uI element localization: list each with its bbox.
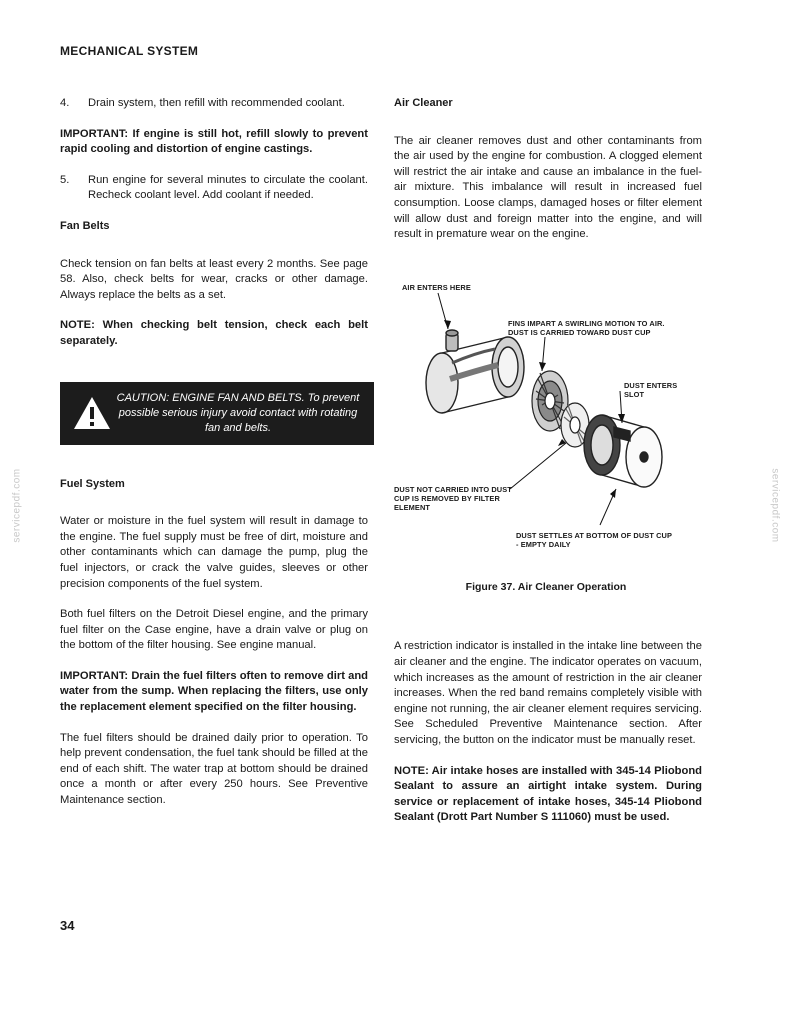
- air-cleaner-heading: Air Cleaner: [394, 97, 453, 109]
- air-cleaner-figure: [390, 275, 700, 580]
- step-5-text: Run engine for several minutes to circulate the coolant. Recheck coolant level. Add coolant if needed.: [88, 173, 368, 202]
- figure-caption: Figure 37. Air Cleaner Operation: [465, 580, 627, 593]
- watermark-right: servicepdf.com: [769, 468, 781, 543]
- air-cleaner-paragraph: The air cleaner removes dust and other contaminants from the air used by the engine for combustion. A clogged element will restrict the air intake and cause an imbalance in the fuel-air mixture. This imbalance will result in increased fuel consumption. Loose clamps, damaged hoses or filter element will allow dust and foreign matter into the engine, and will result in premature wear on the engine.: [394, 134, 702, 241]
- label-air-enters: AIR ENTERS HERE: [402, 282, 471, 292]
- dust-cup: [584, 415, 662, 487]
- right-column: [394, 96, 702, 826]
- step-4-text: Drain system, then refill with recommended coolant.: [88, 97, 345, 109]
- air-cleaner-body: [426, 330, 524, 413]
- warning-triangle-icon: [72, 395, 112, 431]
- label-dust-enters-slot: DUST ENTERS SLOT: [624, 380, 678, 399]
- label-dust-not-carried: DUST NOT CARRIED INTO DUST CUP IS REMOVED BY FILTER ELEMENT: [394, 484, 512, 512]
- fan-belts-heading: Fan Belts: [60, 219, 110, 232]
- caution-text: CAUTION: ENGINE FAN AND BELTS. To prevent possible serious injury avoid contact with rotating fan and belts.: [116, 391, 360, 434]
- watermark-left: servicepdf.com: [11, 468, 23, 543]
- fuel-paragraph-1: Water or moisture in the fuel system will result in damage to the engine. The fuel supply must be free of dirt, moisture and other contaminants which can damage the pump, plug the fuel injectors, or crack the valve guides, sleeves or other precision components of the fuel system.: [60, 515, 368, 590]
- fuel-paragraph-3: The fuel filters should be drained daily prior to operation. To help prevent condensation, the fuel tank should be filled at the end of each shift. The water trap at bottom should be drained once a month or after every 250 hours. See Preventive Maintenance section.: [60, 731, 368, 807]
- caution-box: [60, 382, 374, 445]
- step-5-number: 5.: [60, 173, 70, 186]
- fuel-system-heading: Fuel System: [60, 477, 125, 490]
- section-header: MECHANICAL SYSTEM: [60, 44, 199, 58]
- belt-tension-note: NOTE: When checking belt tension, check each belt separately.: [60, 319, 368, 347]
- restriction-indicator-paragraph: A restriction indicator is installed in the intake line between the air cleaner and the engine. The indicator operates on vacuum, which increases as the amount of restriction in the air cleaner increases. When the red band remains completely visible with engine not running, the air cleaner element requires servicing. See Scheduled Preventive Maintenance section. After servicing, the button on the indicator must be manually reset.: [394, 640, 702, 746]
- intake-hose-note: NOTE: Air intake hoses are installed with 345-14 Pliobond Sealant to assure an airtight intake system. During service or replacement of intake hoses, 345-14 Pliobond Sealant (Drott Part Number S 111060) must be used.: [394, 764, 702, 824]
- label-fins-swirl: FINS IMPART A SWIRLING MOTION TO AIR. DUST IS CARRIED TOWARD DUST CUP: [508, 318, 665, 337]
- important-note-fuel-filters: IMPORTANT: Drain the fuel filters often to remove dirt and water from the sump. When replacing the filters, use only the replacement element specified on the filter housing.: [60, 669, 368, 714]
- step-4-number: 4.: [60, 97, 70, 109]
- label-dust-settles: DUST SETTLES AT BOTTOM OF DUST CUP - EMPTY DAILY: [516, 530, 672, 549]
- step-4: [60, 96, 368, 112]
- fuel-paragraph-2: Both fuel filters on the Detroit Diesel engine, and the primary fuel filter on the Case engine, have a drain valve or plug on the bottom of the filter housing. See engine manual.: [60, 608, 368, 652]
- left-column: [60, 96, 368, 809]
- step-5: [60, 173, 368, 204]
- fan-belts-paragraph: Check tension on fan belts at least every 2 months. See page 58. Also, check belts for wear, cracks or other damage. Always replace the belts as a set.: [60, 257, 368, 301]
- important-note-coolant: IMPORTANT: If engine is still hot, refill slowly to prevent rapid cooling and distortion of engine castings.: [60, 127, 368, 156]
- page-number: 34: [60, 918, 75, 933]
